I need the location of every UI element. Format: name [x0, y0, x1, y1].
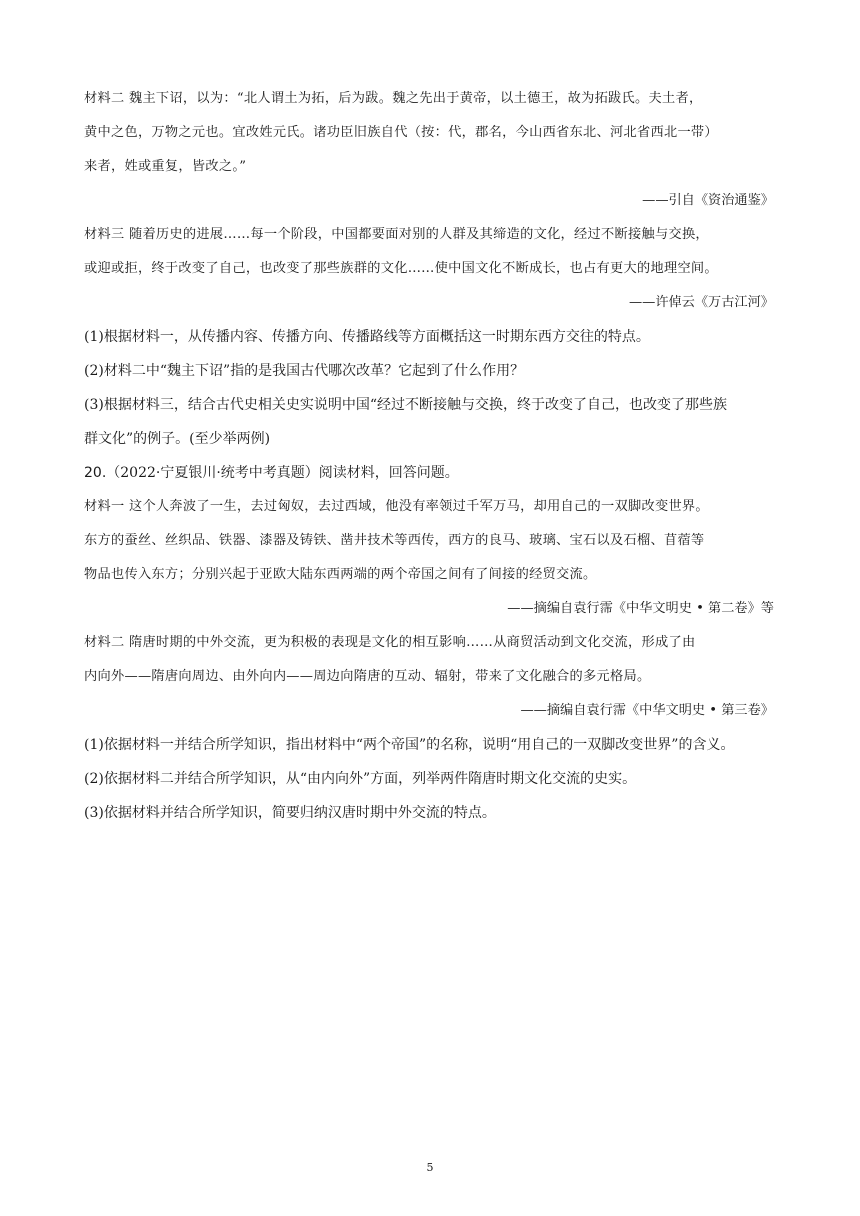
- source-citation: ——许倬云《万古江河》: [628, 295, 774, 310]
- material-text-line: 或迎或拒，终于改变了自己，也改变了那些族群的文化……使中国文化不断成长，也占有更大的地理空间。: [84, 261, 718, 276]
- material-text-line: 黄中之色，万物之元也。宜改姓元氏。诸功臣旧族自代（按：代，郡名，今山西省东北、河北省西北一带）: [84, 125, 718, 140]
- question-20-header: [84, 463, 778, 483]
- question-item: (1)依据材料一并结合所学知识，指出材料中“两个帝国”的名称，说明“用自己的一双脚改变世界”的含义。: [84, 737, 735, 753]
- material-text-line: 东方的蚕丝、丝织品、铁器、漆器及铸铁、凿井技术等西传，西方的良马、玻璃、宝石以及石榴、苜蓿等: [84, 533, 705, 548]
- material-text-line: 内向外——隋唐向周边、由外向内——周边向隋唐的互动、辐射，带来了文化融合的多元格局。: [84, 669, 651, 684]
- material-text-line: 物品也传入东方；分别兴起于亚欧大陆东西两端的两个帝国之间有了间接的经贸交流。: [84, 567, 597, 582]
- source-citation: ——摘编自袁行霈《中华文明史 • 第三卷》: [520, 703, 774, 718]
- source-citation: ——摘编自袁行霈《中华文明史 • 第二卷》等: [507, 601, 774, 616]
- question-item: (2)材料二中“魏主下诏”指的是我国古代哪次改革？它起到了什么作用？: [84, 363, 525, 379]
- question-item: (2)依据材料二并结合所学知识，从“由内向外”方面，列举两件隋唐时期文化交流的史实。: [84, 771, 637, 787]
- question-item: (3)依据材料并结合所学知识，简要归纳汉唐时期中外交流的特点。: [84, 805, 496, 821]
- material-text-line: 材料三 随着历史的进展……每一个阶段，中国都要面对别的人群及其缔造的文化，经过不断接触与交换，: [84, 227, 709, 242]
- question-item: (1)根据材料一，从传播内容、传播方向、传播路线等方面概括这一时期东西方交往的特点。: [84, 329, 650, 345]
- material-text-line: 材料一 这个人奔波了一生，去过匈奴，去过西域，他没有率领过千军万马，却用自己的一双脚改变世界。: [84, 499, 709, 514]
- material-text-line: 材料二 隋唐时期的中外交流，更为积极的表现是文化的相互影响……从商贸活动到文化交流，形成了由: [84, 635, 696, 650]
- question-item: (3)根据材料三，结合古代史相关史实说明中国“经过不断接触与交换，终于改变了自己，也改变了那些族: [84, 397, 727, 413]
- question-header-text: （2022·宁夏银川·统考中考真题）阅读材料，回答问题。: [106, 465, 459, 481]
- material-text-line: 材料二 魏主下诏，以为：“北人谓土为拓，后为跋。魏之先出于黄帝，以土德王，故为拓跋氏。夫土者，: [84, 91, 703, 106]
- source-citation: ——引自《资治通鉴》: [642, 193, 774, 208]
- page-number: 5: [426, 1161, 434, 1174]
- question-number: 20.: [84, 465, 107, 481]
- question-item: 群文化”的例子。(至少举两例): [84, 431, 271, 447]
- material-text-line: 来者，姓或重复，皆改之。”: [84, 159, 247, 174]
